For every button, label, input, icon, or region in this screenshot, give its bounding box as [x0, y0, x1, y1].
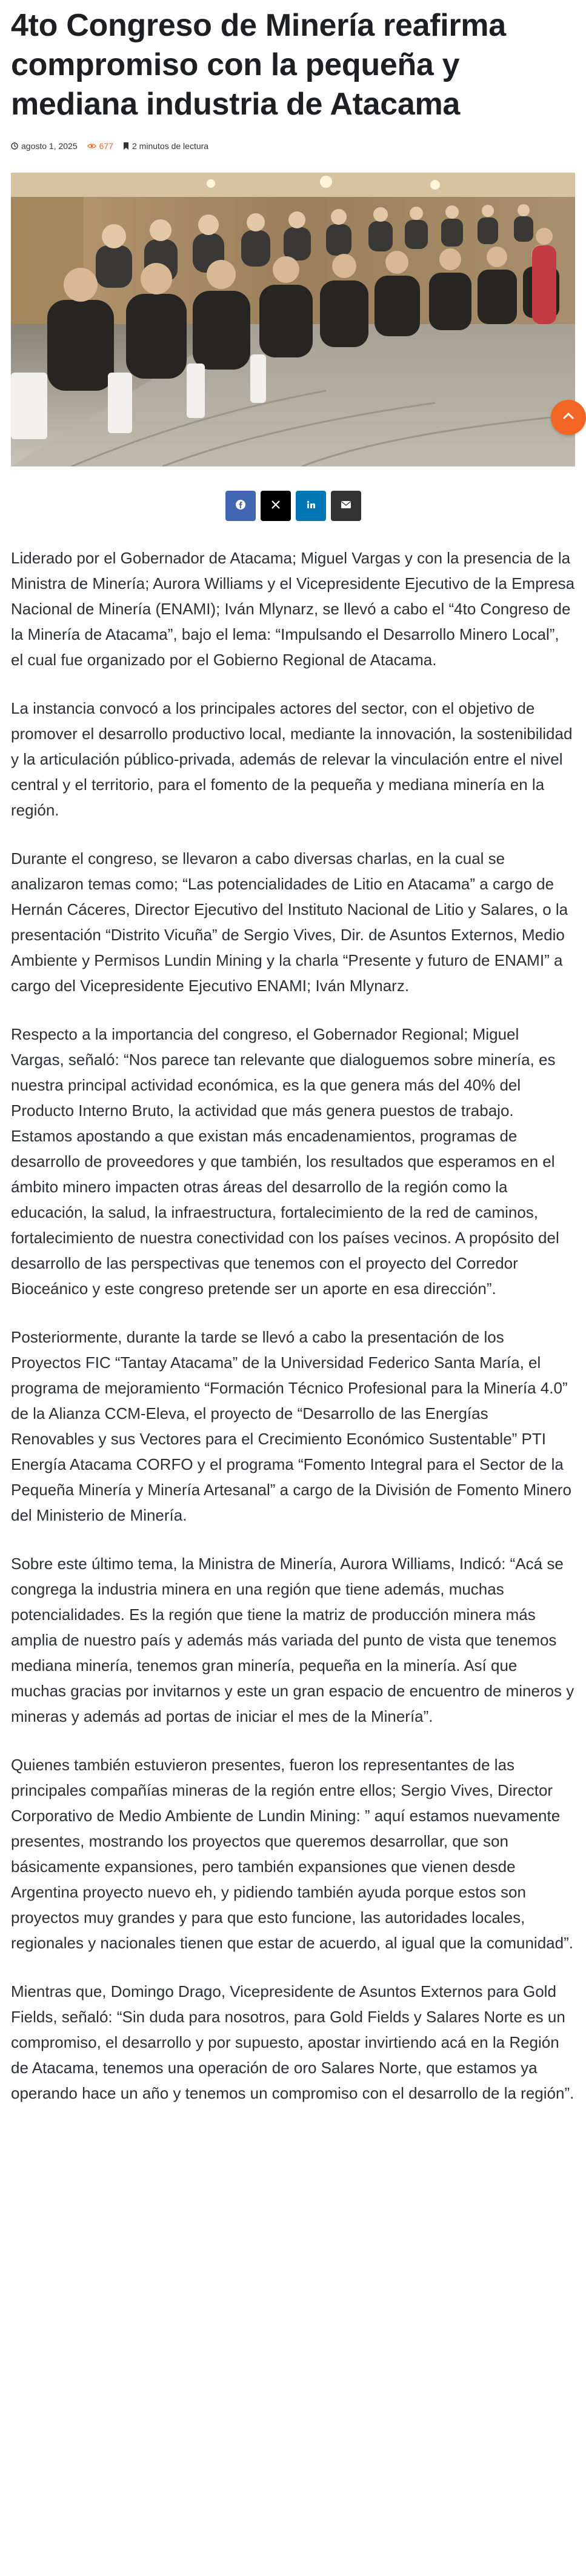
share-x-button[interactable] [261, 491, 291, 521]
article-meta [11, 140, 575, 152]
share-linkedin-button[interactable] [296, 491, 326, 521]
article-paragraph: Posteriormente, durante la tarde se llevó a cabo la presentación de los Proyectos FIC “Tantay Atacama” de la Universidad Federico Santa María, el programa de mejoramiento “Formación Técnico Profesional para la Minería 4.0” de la Alianza CCM-Eleva, el proyecto de “Desarrollo de las Energías Renovables y sus Vectores para el Crecimiento Económico Sustentable” PTI Energía Atacama CORFO y el programa “Fomento Integral para el Sector de la Pequeña Minería y Minería Artesanal” a cargo de la División de Fomento Minero del Ministerio de Minería. [11, 1328, 571, 1524]
meta-views [87, 141, 113, 151]
facebook-icon [235, 499, 246, 513]
article-paragraph: Sobre este último tema, la Ministra de Minería, Aurora Williams, Indicó: “Acá se congrega la industria minera en una región que tiene además, muchas potencialidades. Es la región que tiene la matriz de producción minera más amplia de nuestro país y además más variada del punto de vista que tenemos mediana minería, tenemos gran minería, pequeña en la minería. Así que muchas gracias por invitarnos y este un gran espacio de encuentro de mineros y mineras y además ad portas de iniciar el mes de la Minería”. [11, 1555, 574, 1725]
read-time-text: 2 minutos de lectura [132, 141, 209, 151]
date-text: agosto 1, 2025 [21, 141, 78, 151]
hero-image [11, 173, 575, 466]
article-paragraph: Respecto a la importancia del congreso, el Gobernador Regional; Miguel Vargas, señaló: “Nos parece tan relevante que dialoguemos sobre minería, es nuestra principal actividad económica, es la que genera más del 40% del Producto Interno Bruto, la actividad que más genera puestos de trabajo. Estamos apostando a que existan más encadenamientos, programas de desarrollo de proveedores y que también, los resultados que esperamos en el ámbito minero impacten otras áreas del desarrollo de la región como la educación, la salud, la infraestructura, fortalecimiento de la red de caminos, fortalecimiento de nuestra conectividad con los países vecinos. A propósito del desarrollo de las perspectivas que tenemos con el proyecto del Corredor Bioceánico y este congreso pretende ser un aporte en esa dirección”. [11, 1025, 559, 1298]
article-paragraph: Liderado por el Gobernador de Atacama; Miguel Vargas y con la presencia de la Ministra de Minería; Aurora Williams y el Vicepresidente Ejecutivo de la Empresa Nacional de Minería (ENAMI); Iván Mlynarz, se llevó a cabo el “4to Congreso de la Minería de Atacama”, bajo el lema: “Impulsando el Desarrollo Minero Local”, el cual fue organizado por el Gobierno Regional de Atacama. [11, 549, 575, 669]
article [11, 6, 575, 2129]
article-title: 4to Congreso de Minería reafirma compromiso con la pequeña y mediana industria de Atacama [11, 8, 506, 122]
envelope-icon [341, 500, 351, 512]
share-facebook-button[interactable] [225, 491, 256, 521]
meta-read-time [123, 141, 208, 151]
meta-date [11, 141, 78, 151]
share-buttons [11, 491, 575, 521]
article-paragraph: Quienes también estuvieron presentes, fueron los representantes de las principales compañías mineras de la región entre ellos; Sergio Vives, Director Corporativo de Medio Ambiente de Lundin Mining: ” aquí estamos nuevamente presentes, mostrando los proyectos que queremos desarrollar, que son básicamente expansiones, pero también expansiones que vienen desde Argentina proyecto nuevo eh, y pidiendo también ayuda porque estos son proyectos muy grandes y para que esto funcione, las autoridades locales, regionales y nacionales tienen que estar de acuerdo, al igual que la comunidad”. [11, 1756, 573, 1952]
article-paragraph: Durante el congreso, se llevaron a cabo diversas charlas, en la cual se analizaron temas como; “Las potencialidades de Litio en Atacama” a cargo de Hernán Cáceres, Director Ejecutivo del Instituto Nacional de Litio y Salares, o la presentación “Distrito Vicuña” de Sergio Vives, Dir. de Asuntos Externos, Medio Ambiente y Permisos Lundin Mining y la charla “Presente y futuro de ENAMI” a cargo del Vicepresidente Ejecutivo ENAMI; Iván Mlynarz. [11, 849, 568, 995]
clock-icon [11, 142, 18, 150]
congress-audience-photo [11, 173, 575, 466]
share-email-button[interactable] [331, 491, 361, 521]
eye-icon [87, 142, 96, 150]
linkedin-icon [306, 500, 316, 513]
article-paragraph: Mientras que, Domingo Drago, Vicepresidente de Asuntos Externos para Gold Fields, señaló: “Sin duda para nosotros, para Gold Fields y Salares Norte es un compromiso, el desarrollo y por supuesto, apostar invirtiendo acá en la Región de Atacama, tenemos una operación de oro Salares Norte, que estamos ya operando hace un año y tenemos un compromiso con el desarrollo de la región”. [11, 1982, 574, 2102]
scroll-to-top-button[interactable] [551, 400, 586, 435]
chevron-up-icon [562, 412, 574, 423]
article-body [11, 545, 575, 2106]
x-icon [271, 500, 281, 513]
bookmark-icon [123, 142, 129, 150]
article-paragraph: La instancia convocó a los principales actores del sector, con el objetivo de promover el desarrollo productivo local, mediante la innovación, la sostenibilidad y la articulación público-privada, además de relevar la vinculación entre el nivel central y el territorio, para el fomento de la pequeña y mediana minería en la región. [11, 699, 573, 819]
views-count: 677 [99, 141, 113, 151]
